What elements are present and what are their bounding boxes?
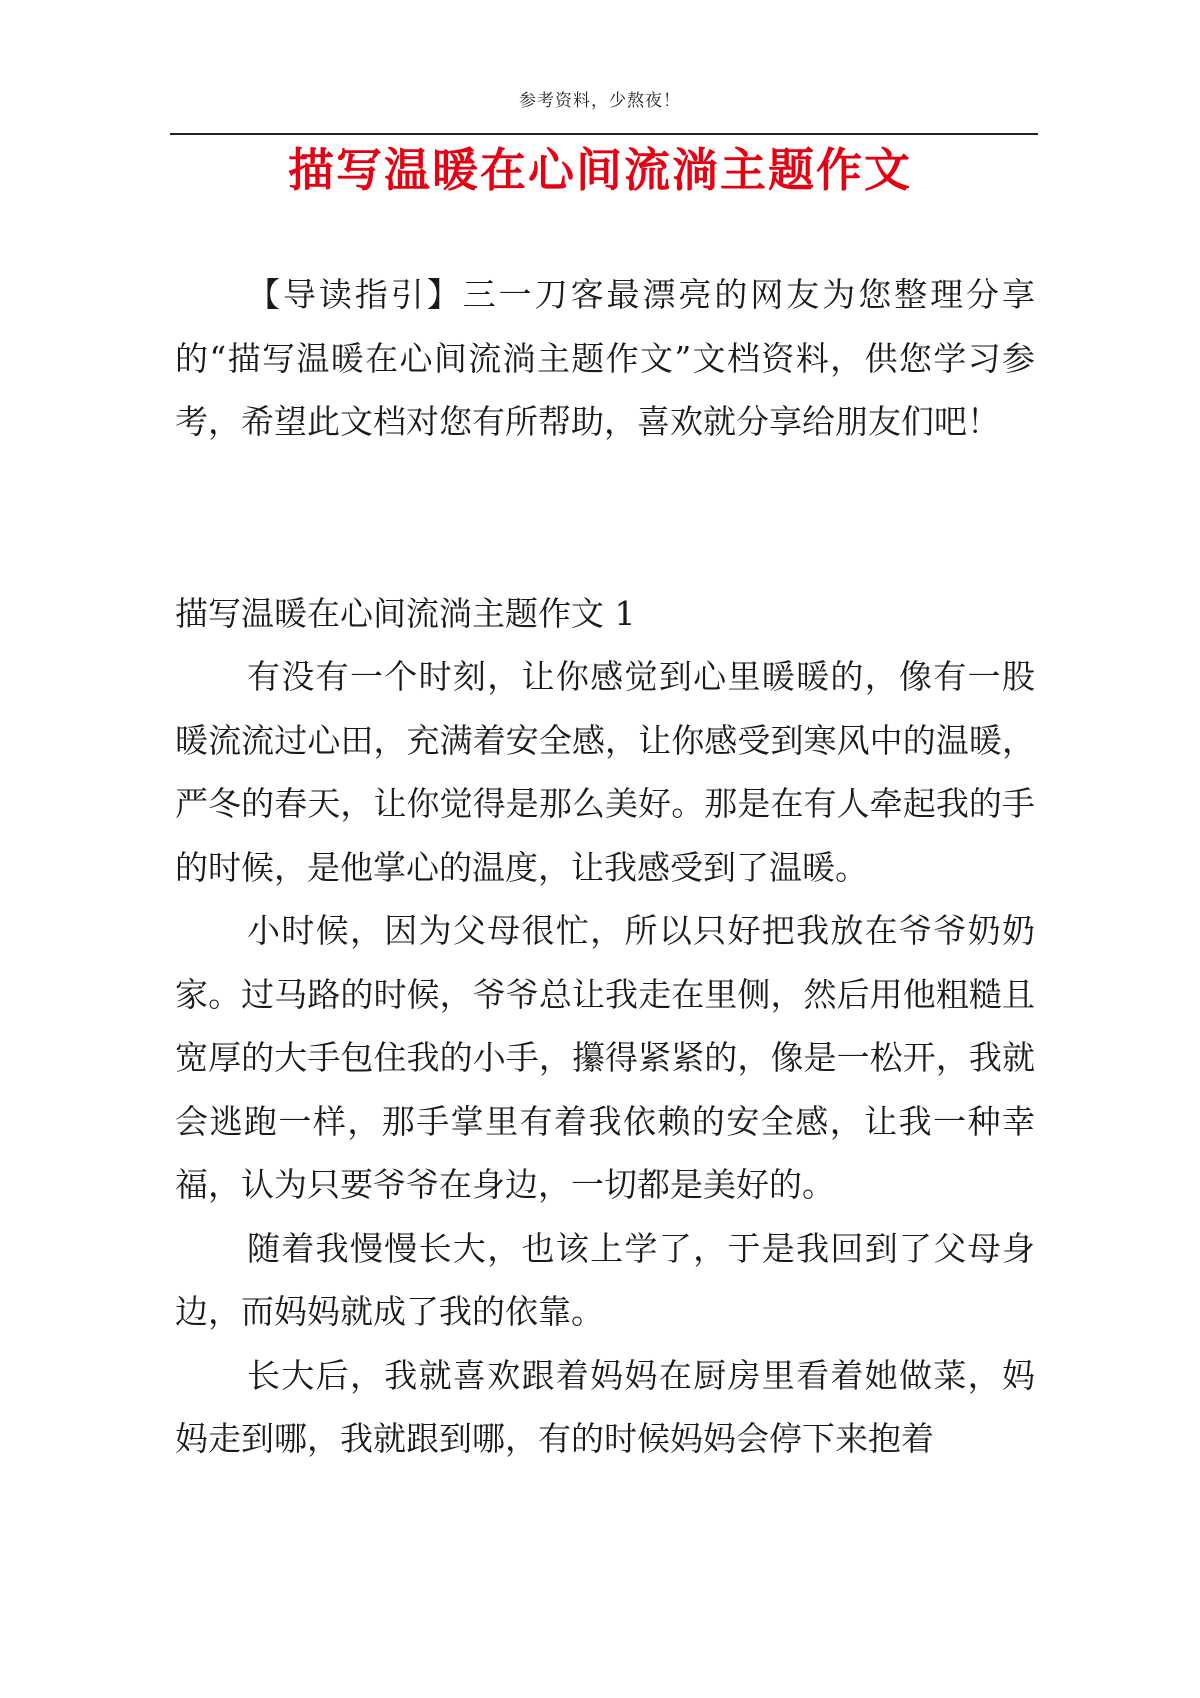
essay-paragraph-4: 长大后，我就喜欢跟着妈妈在厨房里看着她做菜，妈妈走到哪，我就跟到哪，有的时候妈妈会停下来抱着 [175, 1355, 1035, 1458]
header-divider [170, 133, 1038, 135]
essay-paragraph-3: 随着我慢慢长大，也该上学了，于是我回到了父母身边，而妈妈就成了我的依靠。 [175, 1228, 1035, 1331]
intro-paragraph: 【导读指引】三一刀客最漂亮的网友为您整理分享的“描写温暖在心间流淌主题作文”文档资料，供您学习参考，希望此文档对您有所帮助，喜欢就分享给朋友们吧！ [175, 275, 1035, 441]
section-title: 描写温暖在心间流淌主题作文 1 [175, 594, 636, 633]
essay-paragraph-1: 有没有一个时刻，让你感觉到心里暖暖的，像有一股暖流流过心田，充满着安全感，让你感受到寒风中的温暖，严冬的春天，让你觉得是那么美好。那是在有人牵起我的手的时候，是他掌心的温度，让我感受到了温暖。 [175, 657, 1035, 887]
document-title: 描写温暖在心间流淌主题作文 [288, 143, 912, 197]
essay-paragraph-2: 小时候，因为父母很忙，所以只好把我放在爷爷奶奶家。过马路的时候，爷爷总让我走在里侧，然后用他粗糙且宽厚的大手包住我的小手，攥得紧紧的，像是一松开，我就会逃跑一样，那手掌里有着我依赖的安全感，让我一种幸福，认为只要爷爷在身边，一切都是美好的。 [175, 911, 1035, 1204]
essay-body [175, 645, 1035, 1471]
header-note: 参考资料，少熬夜！ [519, 91, 681, 111]
intro-block [175, 263, 1035, 454]
